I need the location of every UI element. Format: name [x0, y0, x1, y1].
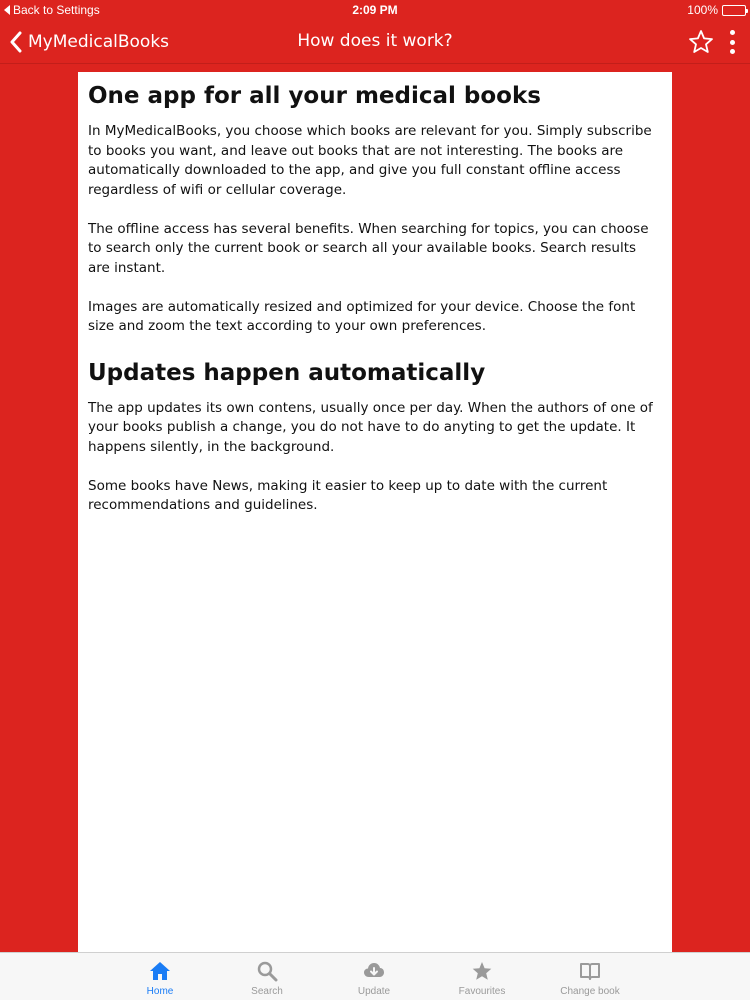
tab-change-book-label: Change book [560, 986, 620, 997]
battery-icon [722, 5, 746, 16]
more-vertical-icon[interactable] [726, 28, 738, 56]
star-icon [471, 960, 493, 982]
book-icon [579, 960, 601, 982]
nav-back-button[interactable] [10, 20, 169, 64]
battery-indicator [687, 3, 746, 17]
paragraph-5: Some books have News, making it easier to keep up to date with the current recommendations and guidelines. [88, 477, 608, 513]
status-bar [0, 0, 750, 20]
tab-home-label: Home [146, 986, 174, 997]
tab-home[interactable] [110, 953, 210, 1000]
battery-percent: 100% [687, 3, 718, 17]
paragraph-1: In MyMedicalBooks, you choose which books are relevant for you. Simply subscribe to books you want, and leave out books that are not interesting. The books are automatically downloaded to the app, and give you full constant offline access regardless of wifi or cellular coverage. [88, 123, 652, 198]
paragraph-4: The app updates its own contens, usually once per day. When the authors of one of your books publish a change, you do not have to do anyting to get the update. It happens silently, in the background. [88, 399, 653, 455]
chevron-left-icon [10, 31, 22, 53]
tab-favourites[interactable] [432, 953, 532, 1000]
paragraph-2: The offline access has several benefits. When searching for topics, you can choose to search only the current book or search all your available books. Search results are instant. [88, 220, 649, 276]
back-triangle-icon [4, 5, 11, 15]
page-title: How does it work? [297, 31, 453, 51]
heading-one-app: One app for all your medical books [88, 83, 541, 109]
heading-updates: Updates happen automatically [88, 359, 486, 386]
search-icon [256, 960, 278, 982]
paragraph-3: Images are automatically resized and optimized for your device. Choose the font size and zoom the text according to your own preferences. [88, 298, 636, 334]
status-time: 2:09 PM [352, 3, 398, 17]
tab-update[interactable] [324, 953, 424, 1000]
tab-bar [0, 952, 750, 1000]
home-icon [149, 960, 171, 982]
tab-favourites-label: Favourites [458, 986, 506, 997]
tab-search[interactable] [217, 953, 317, 1000]
star-outline-icon[interactable] [688, 29, 714, 55]
content-card [78, 72, 672, 952]
tab-search-label: Search [251, 986, 283, 997]
nav-back-label: MyMedicalBooks [28, 32, 170, 52]
tab-change-book[interactable] [540, 953, 640, 1000]
nav-bar [0, 20, 750, 64]
back-to-settings-button[interactable] [4, 3, 100, 17]
back-to-settings-label: Back to Settings [13, 3, 100, 17]
tab-update-label: Update [357, 986, 391, 997]
cloud-download-icon [363, 960, 385, 982]
